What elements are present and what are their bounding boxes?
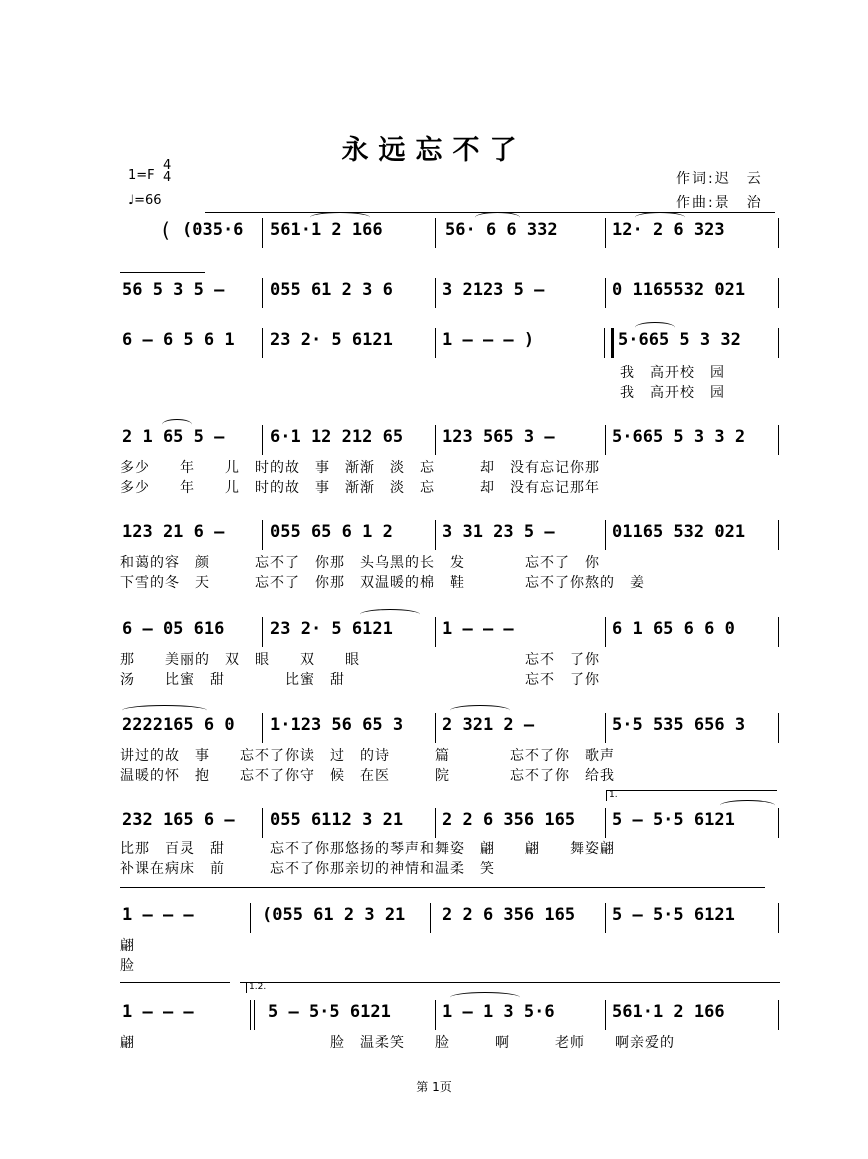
barline <box>778 713 779 743</box>
barline <box>250 1000 251 1030</box>
time-sig-bottom: 4 <box>163 170 172 185</box>
lyrics-verse-2: 我 高开校 园 <box>620 385 725 401</box>
page-number: 第 1页 <box>416 1080 452 1094</box>
barline <box>254 1000 255 1030</box>
measure: 2222165 6 0 <box>122 715 235 735</box>
barline <box>605 278 606 308</box>
measure: 5·5 535 656 3 <box>612 715 746 735</box>
score-row-3 <box>120 328 780 401</box>
phrase-line <box>120 272 205 273</box>
slur <box>310 212 370 223</box>
measure: 5·665 5 3 32 <box>618 330 741 350</box>
barline <box>262 425 263 455</box>
slur <box>360 609 420 620</box>
barline <box>778 278 779 308</box>
barline <box>435 520 436 550</box>
barline <box>605 520 606 550</box>
lyrics-verse-2: 汤 比蜜 甜 比蜜 甜 忘不 了你 <box>120 672 600 688</box>
score-row-1: ( (035·6 561·1 2 166 56· 6 6 332 12· 2 6 323 <box>120 218 780 252</box>
score-row-10 <box>120 982 780 1051</box>
score-row-9 <box>120 903 780 974</box>
lyrics-verse-2: 补课在病床 前 忘不了你那亲切的神情和温柔 笑 <box>120 861 495 877</box>
measure: 2 1 65 5 – <box>122 427 225 447</box>
measure: 055 61 2 3 6 <box>270 280 393 300</box>
measure: 6 – 05 616 <box>122 619 225 639</box>
score-row-2 <box>120 278 780 312</box>
measure: 23 2· 5 6121 <box>270 330 393 350</box>
lyrics-verse-1: 翩 脸 温柔笑 脸 啊 老师 啊亲爱的 <box>120 1035 675 1051</box>
score-row-4 <box>120 425 780 496</box>
barline <box>605 903 606 933</box>
measure: 5·665 5 3 3 2 <box>612 427 746 447</box>
measure: 5 – 5·5 6121 <box>612 810 735 830</box>
key-signature: 1=F <box>128 168 155 183</box>
measure: 2 321 2 – <box>442 715 535 735</box>
barline <box>605 425 606 455</box>
song-title: 永远忘不了 <box>341 135 527 166</box>
measure: 1 – – – <box>122 1002 194 1022</box>
barline <box>430 903 431 933</box>
barline <box>262 617 263 647</box>
slur <box>162 419 192 430</box>
barline <box>778 617 779 647</box>
composer-credit: 作曲:景 治 <box>676 195 763 211</box>
barline <box>435 328 436 358</box>
lyrics-verse-2: 脸 <box>120 958 135 974</box>
measure: 56 5 3 5 – <box>122 280 225 300</box>
measure: 5 – 5·5 6121 <box>612 905 735 925</box>
measure: 6 1 65 6 6 0 <box>612 619 735 639</box>
barline <box>778 218 779 248</box>
barline <box>605 617 606 647</box>
barline <box>262 520 263 550</box>
measure: 01165 532 021 <box>612 522 746 542</box>
lyrics-verse-1: 那 美丽的 双 眼 双 眼 忘不 了你 <box>120 652 600 668</box>
measure: 561·1 2 166 <box>270 220 383 240</box>
barline <box>605 1000 606 1030</box>
slur <box>475 212 520 223</box>
measure: 6·1 12 212 65 <box>270 427 404 447</box>
slur <box>635 212 685 223</box>
barline <box>262 808 263 838</box>
lyrics-verse-2: 温暖的怀 抱 忘不了你守 候 在医 院 忘不了你 给我 <box>120 768 615 784</box>
barline <box>435 808 436 838</box>
measure: 6 – 6 5 6 1 <box>122 330 235 350</box>
lyrics-verse-1: 我 高开校 园 <box>620 365 725 381</box>
barline <box>605 713 606 743</box>
measure: 5 – 5·5 6121 <box>268 1002 391 1022</box>
barline <box>262 218 263 248</box>
lyrics-verse-1: 讲过的故 事 忘不了你读 过 的诗 篇 忘不了你 歌声 <box>120 748 615 764</box>
score-row-7 <box>120 713 780 784</box>
lyrics-verse-2: 下雪的冬 天 忘不了 你那 双温暖的棉 鞋 忘不了你熬的 姜 <box>120 575 645 591</box>
system-divider <box>120 982 230 983</box>
barline <box>435 713 436 743</box>
barline <box>250 903 251 933</box>
slur <box>450 992 520 1003</box>
barline <box>435 617 436 647</box>
slur <box>450 705 510 716</box>
measure: 123 21 6 – <box>122 522 225 542</box>
measure: 232 165 6 – <box>122 810 235 830</box>
score-row-5 <box>120 520 780 591</box>
score-row-8 <box>120 790 780 877</box>
slur <box>720 800 775 811</box>
measure: 3 2123 5 – <box>442 280 545 300</box>
measure: 055 65 6 1 2 <box>270 522 393 542</box>
barline <box>262 713 263 743</box>
barline <box>778 808 779 838</box>
measure: 1 – – – <box>442 619 514 639</box>
barline <box>262 278 263 308</box>
measure: 23 2· 5 6121 <box>270 619 393 639</box>
barline <box>435 425 436 455</box>
lyrics-verse-2: 多少 年 儿 时的故 事 渐渐 淡 忘 却 没有忘记那年 <box>120 480 600 496</box>
time-signature <box>163 160 171 184</box>
score-row-6 <box>120 617 780 688</box>
repeat-sign <box>604 328 614 358</box>
barline <box>605 218 606 248</box>
measure: 56· 6 6 332 <box>445 220 558 240</box>
tempo-marking: ♩=66 <box>128 193 162 208</box>
measure: 1 – – – <box>122 905 194 925</box>
slur <box>122 705 207 716</box>
barline <box>435 1000 436 1030</box>
measure: (035·6 <box>182 220 244 240</box>
measure: 055 6112 3 21 <box>270 810 404 830</box>
lyrics-verse-1: 多少 年 儿 时的故 事 渐渐 淡 忘 却 没有忘记你那 <box>120 460 600 476</box>
volta-bracket-2: 1.2. <box>246 982 289 993</box>
lyrics-verse-1: 比那 百灵 甜 忘不了你那悠扬的琴声和舞姿 翩 翩 舞姿翩 <box>120 841 615 857</box>
barline <box>778 520 779 550</box>
barline <box>778 425 779 455</box>
time-sig-top: 4 <box>163 158 172 173</box>
barline <box>778 1000 779 1030</box>
slur <box>635 322 675 333</box>
measure: 12· 2 6 323 <box>612 220 725 240</box>
measure: 1 – 1 3 5·6 <box>442 1002 555 1022</box>
barline <box>262 328 263 358</box>
system-divider <box>120 887 765 888</box>
measure: (055 61 2 3 21 <box>262 905 406 925</box>
measure: 123 565 3 – <box>442 427 555 447</box>
lyrics-verse-1: 和蔼的容 颜 忘不了 你那 头乌黑的长 发 忘不了 你 <box>120 555 600 571</box>
measure: 561·1 2 166 <box>612 1002 725 1022</box>
barline <box>778 328 779 358</box>
measure: 2 2 6 356 165 <box>442 905 576 925</box>
lyrics-verse-1: 翩 <box>120 938 135 954</box>
lyricist-credit: 作词:迟 云 <box>676 171 763 187</box>
measure: 1·123 56 65 3 <box>270 715 404 735</box>
volta-bracket-1: 1. <box>606 790 777 801</box>
barline <box>605 808 606 838</box>
system-divider <box>240 982 780 983</box>
measure: 1 – – – ) <box>442 330 535 350</box>
measure: 0 1165532 021 <box>612 280 746 300</box>
barline <box>435 218 436 248</box>
measure: 3 31 23 5 – <box>442 522 555 542</box>
barline <box>778 903 779 933</box>
measure: 2 2 6 356 165 <box>442 810 576 830</box>
barline <box>435 278 436 308</box>
